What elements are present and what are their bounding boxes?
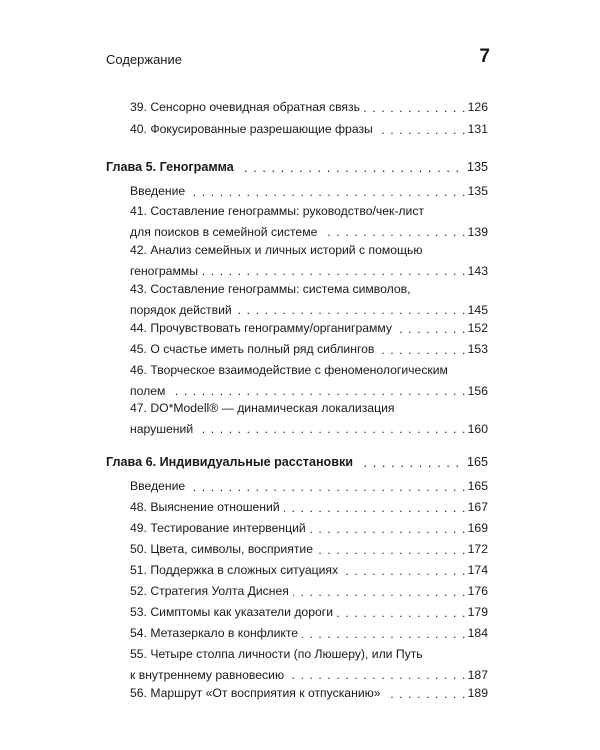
toc-entry-page: 176: [465, 581, 488, 602]
toc-entry-title: к внутреннему равновесию: [130, 668, 288, 682]
toc-entry-title: 53. Симптомы как указатели дороги: [130, 605, 337, 619]
toc-entry-title: Введение: [130, 184, 189, 198]
toc-entry-page: 153: [465, 339, 488, 360]
toc-entry-page: 145: [465, 300, 488, 321]
toc-entry-page: 131: [465, 119, 488, 140]
toc-entry-page: 169: [465, 518, 488, 539]
toc-entry-title: Глава 6. Индивидуальные расстановки: [106, 455, 357, 469]
toc-entry: [106, 476, 488, 497]
toc-entry-page: 189: [465, 683, 488, 704]
toc-entry-title: нарушений: [130, 422, 197, 436]
toc-entry-title: 44. Прочувствовать генограмму/органиграмму: [130, 321, 396, 335]
toc-entry: [106, 602, 488, 623]
toc-entry: [106, 497, 488, 518]
page-header: [106, 46, 490, 72]
toc-entry-page: 165: [464, 452, 488, 473]
toc-entry-title: для поисков в семейной системе: [130, 225, 321, 239]
toc-entry: [106, 119, 488, 140]
toc-entry: [106, 318, 488, 339]
toc-entry: [106, 97, 488, 118]
toc-entry-title: 40. Фокусированные разрешающие фразы: [130, 122, 377, 136]
toc-entry-title: 55. Четыре столпа личности (по Люшеру), или Путь: [130, 644, 460, 665]
toc-chapter-entry: [106, 452, 488, 473]
toc-entry-title: 56. Маршрут «От восприятия к отпусканию»: [130, 686, 385, 700]
toc-entry-page: 139: [465, 222, 488, 243]
toc-entry: [106, 360, 488, 401]
toc-entry-page: 184: [465, 623, 488, 644]
toc-entry-page: 126: [465, 97, 488, 118]
toc-entry-page: 187: [465, 665, 488, 686]
toc-entry: [106, 581, 488, 602]
toc-entry-page: 143: [465, 261, 488, 282]
toc-entry: [106, 560, 488, 581]
toc-entry-title: Введение: [130, 479, 189, 493]
toc-entry-page: 152: [465, 318, 488, 339]
toc-entry-page: 135: [465, 181, 488, 202]
running-title: Содержание: [106, 52, 182, 67]
toc-entry: [106, 518, 488, 539]
toc-entry: [106, 240, 488, 281]
toc-entry: [106, 181, 488, 202]
toc-chapter-entry: [106, 157, 488, 178]
toc-entry-title: 46. Творческое взаимодействие с феноменологическим: [130, 360, 460, 381]
toc-entry-title: 54. Метазеркало в конфликте: [130, 626, 302, 640]
toc-entry: [106, 539, 488, 560]
toc-entry-title: Глава 5. Генограмма: [106, 160, 238, 174]
toc-entry-title: 45. О счастье иметь полный ряд сиблингов: [130, 342, 378, 356]
toc-entry-title: 52. Стратегия Уолта Диснея: [130, 584, 293, 598]
toc-entry: [106, 398, 488, 439]
toc-entry: [106, 683, 488, 704]
toc-entry-title: 51. Поддержка в сложных ситуациях: [130, 563, 342, 577]
toc-entry-title: 42. Анализ семейных и личных историй с помощью: [130, 240, 460, 261]
toc-entry-title: полем: [130, 384, 169, 398]
toc-entry-title: 41. Составление генограммы: руководство/чек-лист: [130, 201, 460, 222]
toc-entry-page: 179: [465, 602, 488, 623]
toc-entry-title: генограммы: [130, 264, 202, 278]
toc-entry: [106, 623, 488, 644]
toc-entry-title: 49. Тестирование интервенций: [130, 521, 310, 535]
toc-entry-page: 172: [465, 539, 488, 560]
toc-entry: [106, 644, 488, 685]
toc-entry: [106, 201, 488, 242]
toc-entry-title: 47. DO*Modell® — динамическая локализация: [130, 398, 460, 419]
toc-entry-title: порядок действий: [130, 303, 236, 317]
toc-entry-page: 167: [465, 497, 488, 518]
toc-entry-title: 48. Выяснение отношений: [130, 500, 284, 514]
toc-entry-title: 50. Цвета, символы, восприятие: [130, 542, 317, 556]
toc-entry: [106, 279, 488, 320]
toc-entry-title: 39. Сенсорно очевидная обратная связь: [130, 100, 364, 114]
toc-entry: [106, 339, 488, 360]
toc-entry-page: 160: [465, 419, 488, 440]
toc-entry-page: 174: [465, 560, 488, 581]
page-number: 7: [479, 46, 490, 67]
toc-entry-page: 165: [465, 476, 488, 497]
toc-entry-page: 156: [465, 381, 488, 402]
toc-entry-page: 135: [464, 157, 488, 178]
toc-entry-title: 43. Составление генограммы: система символов,: [130, 279, 460, 300]
